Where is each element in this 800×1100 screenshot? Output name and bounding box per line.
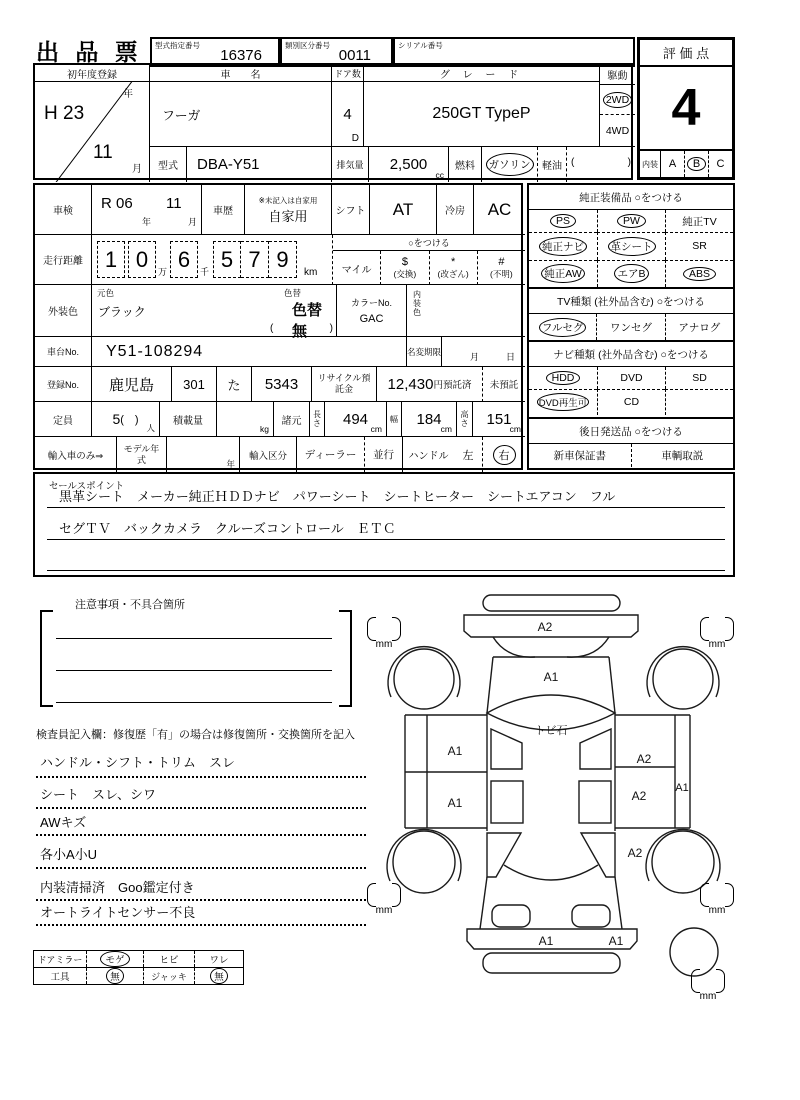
mm-bracket-top-left (363, 617, 405, 650)
mileage-opt-unknown (477, 251, 525, 285)
first-reg-year-suffix: 年 (123, 89, 133, 100)
doors-value: 4 (343, 105, 352, 123)
notes-line (56, 624, 332, 639)
mileage-sen: 千 (200, 267, 210, 277)
seat-front-left (491, 729, 522, 769)
label-right-quarter: A2 (627, 846, 643, 860)
mileage-digit: 5 (213, 241, 241, 278)
drive-2wd: 2WD (603, 92, 632, 108)
equip-ps: PS (550, 214, 576, 228)
fender-front-right (647, 647, 719, 697)
trunk-bump-left (492, 905, 530, 927)
model-year-unit: 年 (226, 459, 235, 469)
first-reg-label: 初年度登録 (35, 65, 150, 82)
notes-line (56, 656, 332, 671)
color-no-value: GAC (359, 313, 384, 325)
capacity-value: 5 (112, 411, 121, 427)
mm-bracket-top-right (696, 617, 738, 650)
displacement-value: 2,500 (389, 156, 428, 173)
reg-number: 5343 (252, 367, 312, 402)
length-label (310, 402, 324, 437)
notes-bracket-left (40, 610, 53, 707)
trunk-side-right (615, 877, 622, 929)
shaken-era: R 06 (101, 195, 133, 212)
model-label: 型式 (150, 147, 187, 182)
dims-label: 諸元 (274, 402, 310, 437)
model-code-value: 16376 (220, 47, 262, 64)
length-unit: cm (370, 424, 382, 434)
bracket-icon (392, 883, 401, 907)
base-color-label: 元色 (97, 288, 115, 298)
import-label: 輸入車のみ⇒ (35, 437, 117, 472)
model-code-label: 型式指定番号 (155, 41, 200, 50)
sales-box (33, 472, 735, 577)
fuel-paren-close: ) (627, 157, 631, 168)
inspector-line-4: 各小A小U (36, 844, 366, 869)
displacement-cell (369, 147, 449, 182)
color-no-cell (337, 285, 407, 337)
first-reg-cell (35, 82, 150, 182)
repaint-label: 色替 (284, 288, 302, 298)
mark-note: ○をつける (333, 235, 525, 251)
c-pillar-right (581, 833, 615, 877)
opt-label: $ (401, 255, 408, 268)
drive-2wd-cell (600, 85, 635, 115)
inspector-line-5: 内装清掃済 Goo鑑定付き (36, 877, 366, 901)
fender-front-left (388, 647, 460, 697)
height-cell (472, 402, 525, 437)
fuel-paren-open: ( (571, 157, 575, 168)
model-value: DBA-Y51 (187, 147, 332, 182)
wheel-front-right (653, 649, 713, 709)
mileage-digit: 7 (241, 241, 269, 278)
label-right-rear-door: A2 (631, 789, 647, 803)
tools-none: 無 (106, 968, 124, 984)
trunk-bump-right (572, 905, 610, 927)
interior-grade-a: A (668, 158, 677, 170)
tv-title: TV種類 (社外品含む) ○をつける (529, 289, 733, 314)
base-color-value: ブラック (98, 305, 146, 319)
mirror-moge: モゲ (100, 951, 129, 967)
doors-d: D (351, 133, 359, 144)
color-cell (92, 285, 337, 340)
recycle-cell (377, 367, 482, 402)
first-reg-era: H 23 (44, 103, 85, 124)
navi-box (527, 342, 735, 419)
displacement-unit: cc (435, 170, 444, 180)
bracket-icon (716, 969, 725, 993)
fuel-gasoline-cell (482, 147, 537, 182)
mm-unit: mm (708, 639, 726, 650)
equip-leather: 革シート (608, 237, 656, 256)
model-year-cell (167, 437, 240, 472)
inspector-line-1: ハンドル・シフト・トリム スレ (36, 752, 366, 778)
notes-label: 注意事項・不具合箇所 (75, 599, 185, 611)
mileage-km: km (304, 267, 318, 278)
equip-pw: PW (617, 214, 646, 228)
mileage-digit: 0 (128, 241, 156, 278)
rating-title: 評 価 点 (640, 40, 732, 67)
rename-day: 日 (505, 352, 515, 362)
opt-label: * (450, 255, 456, 268)
drive-label: 駆動 (600, 65, 635, 85)
label-right-sill: A1 (675, 782, 689, 794)
payload-cell (217, 402, 274, 437)
fuel-other-cell (566, 147, 635, 182)
mm-unit: mm (375, 639, 393, 650)
interior-color-cell (407, 285, 525, 337)
cooler-label: 冷房 (437, 185, 474, 235)
repaint-paren-close: ) (329, 323, 333, 334)
recycle-label: リサイクル預託金 (312, 367, 377, 402)
shipping-row (529, 444, 733, 467)
label-windshield: トビ石 (534, 725, 568, 737)
interior-grade-c: C (716, 158, 725, 170)
recycle-none: 未預託 (482, 367, 525, 402)
mm-unit: mm (699, 991, 717, 1002)
mirror-row (34, 951, 243, 968)
navi-grid (529, 367, 733, 415)
tools-row (34, 968, 243, 984)
rating-box (637, 37, 735, 180)
equip-aw: 純正AW (541, 264, 585, 283)
mileage-label: 走行距離 (35, 235, 92, 285)
rating-score: 4 (671, 79, 701, 137)
tv-box (527, 289, 735, 342)
chassis-value: Y51-108294 (92, 337, 407, 367)
navi-dvd-play: DVD再生可 (537, 393, 590, 411)
sales-line-2: セグＴＶ バックカメラ クルーズコントロール ＥＴＣ (47, 518, 725, 540)
chassis-label: 車台No. (35, 337, 92, 367)
label-front-panel: A2 (537, 620, 553, 634)
doors-cell (332, 82, 364, 147)
height-unit: cm (509, 424, 521, 434)
mileage-digit: 6 (170, 241, 198, 278)
tv-fullseg: フルセグ (539, 318, 587, 337)
width-label: 幅 (387, 402, 401, 437)
doors-label: ドア数 (332, 65, 364, 82)
opt-sub: (改ざん) (437, 268, 469, 279)
car-name-label: 車 名 (150, 65, 332, 82)
grade-value: 250GT TypeP (364, 82, 600, 147)
height-label (457, 402, 472, 437)
fuel-label: 燃料 (449, 147, 482, 182)
cooler-value: AC (474, 185, 525, 235)
right-doors (615, 715, 690, 828)
width-cell (401, 402, 457, 437)
inspector-line-6: オートライトセンサー不良 (36, 902, 366, 926)
payload-label: 積載量 (160, 402, 217, 437)
mirror-ware: ワレ (209, 955, 229, 966)
first-reg-month-suffix: 月 (132, 164, 142, 175)
interior-grade-b: B (687, 157, 706, 171)
recycle-suffix: 円預託済 (433, 380, 472, 391)
label-rear-left: A1 (538, 934, 554, 948)
repaint-paren-open: ( (270, 323, 274, 334)
headlight-left-arc (493, 637, 535, 657)
history-note: ※未記入は自家用 (258, 195, 318, 205)
page-title: 出 品 票 (36, 39, 143, 65)
vehicle-block (33, 63, 633, 180)
reg-class: 301 (172, 367, 217, 402)
seat-rear-left (491, 781, 523, 823)
serial-label: シリアル番号 (398, 41, 443, 50)
front-bumper (483, 595, 620, 611)
inspector-line-2: シート スレ、シワ (36, 784, 366, 809)
jack-none: 無 (210, 968, 228, 984)
interior-grade-row (640, 149, 732, 177)
color-no-label: カラーNo. (350, 298, 392, 308)
tv-row (529, 314, 733, 340)
tv-analog: アナログ (678, 321, 721, 334)
mirror-hibi: ヒビ (159, 955, 179, 966)
handle-right: 右 (493, 445, 516, 465)
navi-dvd: DVD (620, 371, 643, 384)
tools-table (33, 950, 244, 985)
notes-line (56, 688, 332, 703)
class-code-value: 0011 (338, 47, 371, 64)
length-value: 494 (342, 410, 369, 428)
equip-navi: 純正ナビ (539, 237, 587, 256)
bracket-icon (725, 883, 734, 907)
equipment-title: 純正装備品 ○をつける (529, 185, 733, 210)
handle-left: 左 (462, 449, 474, 462)
mileage-digits (92, 235, 332, 285)
shift-label: シフト (332, 185, 370, 235)
first-reg-month: 11 (93, 142, 113, 163)
handle-label: ハンドル (402, 437, 454, 472)
reg-area: 鹿児島 (92, 367, 172, 402)
mileage-digit: 1 (97, 241, 125, 278)
ship-manual: 車輌取説 (661, 450, 704, 462)
label-rear-right: A1 (608, 934, 624, 948)
repaint-value: 色替無 (292, 302, 323, 340)
history-cell (245, 185, 332, 235)
hood-side-left (487, 657, 493, 713)
inspector-title: 検査員記入欄：修復歴「有」の場合は修復箇所・交換箇所を記入 (36, 729, 355, 741)
drive-4wd: 4WD (605, 124, 630, 137)
opt-sub: (不明) (490, 268, 513, 279)
label-right-front-door: A2 (636, 752, 652, 766)
ext-color-label: 外装色 (35, 285, 92, 337)
mirror-label: ドアミラー (37, 954, 83, 965)
shaken-year-suffix: 年 (142, 217, 152, 227)
interior-grade-label: 内装 (640, 151, 661, 177)
jack-label: ジャッキ (143, 968, 194, 984)
mm-bracket-mid-left (363, 883, 405, 916)
label-left-front-door: A1 (447, 744, 463, 758)
shaken-month: 11 (166, 195, 182, 212)
equip-abs: ABS (683, 267, 716, 281)
width-unit: cm (440, 424, 452, 434)
mm-unit: mm (375, 905, 393, 916)
fuel-diesel: 軽油 (537, 147, 566, 182)
length-cell (324, 402, 387, 437)
navi-title: ナビ種類 (社外品含む) ○をつける (529, 342, 733, 367)
bracket-icon (367, 617, 376, 641)
bracket-icon (392, 617, 401, 641)
rename-date-cell (442, 337, 525, 367)
sales-line-3 (47, 550, 725, 571)
mileage-opt-exchange (380, 251, 428, 285)
rename-label: 名変期限 (407, 337, 442, 367)
wheel-front-left (394, 649, 454, 709)
reg-kana: た (217, 367, 252, 402)
fuel-gasoline: ガソリン (486, 153, 534, 176)
opt-label: マイル (341, 264, 372, 276)
payload-unit: kg (260, 424, 269, 434)
navi-sd: SD (692, 371, 707, 384)
capacity-unit: 人 (146, 423, 155, 433)
grade-label: グ レ ー ド (364, 65, 600, 82)
interior-color-label: 内装色 (413, 290, 421, 317)
shift-value: AT (370, 185, 437, 235)
shaken-month-suffix: 月 (188, 217, 198, 227)
shipping-title: 後日発送品 ○をつける (529, 419, 733, 444)
equipment-box (527, 183, 735, 289)
rear-bumper (483, 953, 620, 973)
seat-rear-right (579, 781, 611, 823)
shaken-label: 車検 (35, 185, 92, 235)
history-label: 車歴 (202, 185, 245, 235)
reg-no-label: 登録No. (35, 367, 92, 402)
drive-4wd-cell (600, 115, 635, 147)
equip-tv: 純正TV (682, 215, 717, 228)
rename-month: 月 (470, 352, 480, 362)
car-name-value: フーガ (150, 82, 332, 147)
handle-right-cell (482, 437, 525, 472)
opt-label: # (498, 255, 505, 268)
tools-label: 工具 (50, 972, 70, 983)
model-year-label: モデル年式 (117, 437, 167, 472)
detail-block (33, 183, 523, 470)
bracket-icon (367, 883, 376, 907)
shipping-box (527, 419, 735, 470)
bracket-icon (725, 617, 734, 641)
shaken-cell (92, 185, 202, 235)
tv-oneseg: ワンセグ (609, 321, 652, 334)
displacement-label: 排気量 (332, 147, 369, 182)
mileage-mark-area (332, 235, 525, 285)
headlight-right-arc (567, 637, 609, 657)
mileage-digit: 9 (269, 241, 297, 278)
sales-label: セールスポイント (49, 481, 125, 492)
mm-unit: mm (708, 905, 726, 916)
label-left-rear-door: A1 (447, 796, 463, 810)
opt-sub: (交換) (393, 268, 417, 279)
rear-glass (504, 865, 598, 880)
import-parallel: 並行 (364, 437, 402, 472)
c-pillar-left (487, 833, 521, 877)
capacity-cell (92, 402, 160, 437)
history-value: 自家用 (268, 208, 308, 224)
label-hood: A1 (543, 670, 559, 684)
fender-rear-left (387, 829, 461, 881)
bracket-icon (700, 617, 709, 641)
mm-bracket-mid-right (696, 883, 738, 916)
sales-line-1: 黒革シート メーカー純正ＨＤＤナビ パワーシート シートヒーター シートエアコン フル (47, 486, 725, 508)
seat-front-right (580, 729, 611, 769)
fender-rear-right (646, 829, 720, 881)
length-label-text: 長さ (313, 410, 321, 428)
bracket-icon (691, 969, 700, 993)
height-value: 151 (486, 410, 512, 428)
equip-airb: エアB (614, 264, 648, 283)
inspector-line-3: AWキズ (36, 812, 366, 836)
hood-side-right (609, 657, 615, 713)
equipment-grid (529, 210, 733, 287)
height-label-text: 高さ (460, 410, 469, 428)
mileage-opt-mile (333, 251, 380, 285)
navi-cd: CD (623, 396, 640, 409)
ship-warranty: 新車保証書 (553, 450, 606, 462)
left-doors (405, 715, 487, 828)
bracket-icon (700, 883, 709, 907)
import-class-label: 輸入区分 (240, 437, 297, 472)
mileage-man: 万 (158, 267, 168, 277)
notes-bracket-right (339, 610, 352, 707)
trunk-side-left (480, 877, 487, 929)
capacity-label: 定員 (35, 402, 92, 437)
mileage-opt-tamper (429, 251, 477, 285)
equip-sr: SR (692, 240, 707, 253)
class-code-label: 類別区分番号 (285, 41, 330, 50)
capacity-paren: ( ) (120, 414, 139, 426)
recycle-value: 12,430 (387, 375, 434, 393)
width-value: 184 (416, 410, 442, 428)
navi-hdd: HDD (546, 371, 581, 385)
import-dealer: ディーラー (304, 449, 357, 461)
mm-bracket-spare (687, 969, 729, 1002)
